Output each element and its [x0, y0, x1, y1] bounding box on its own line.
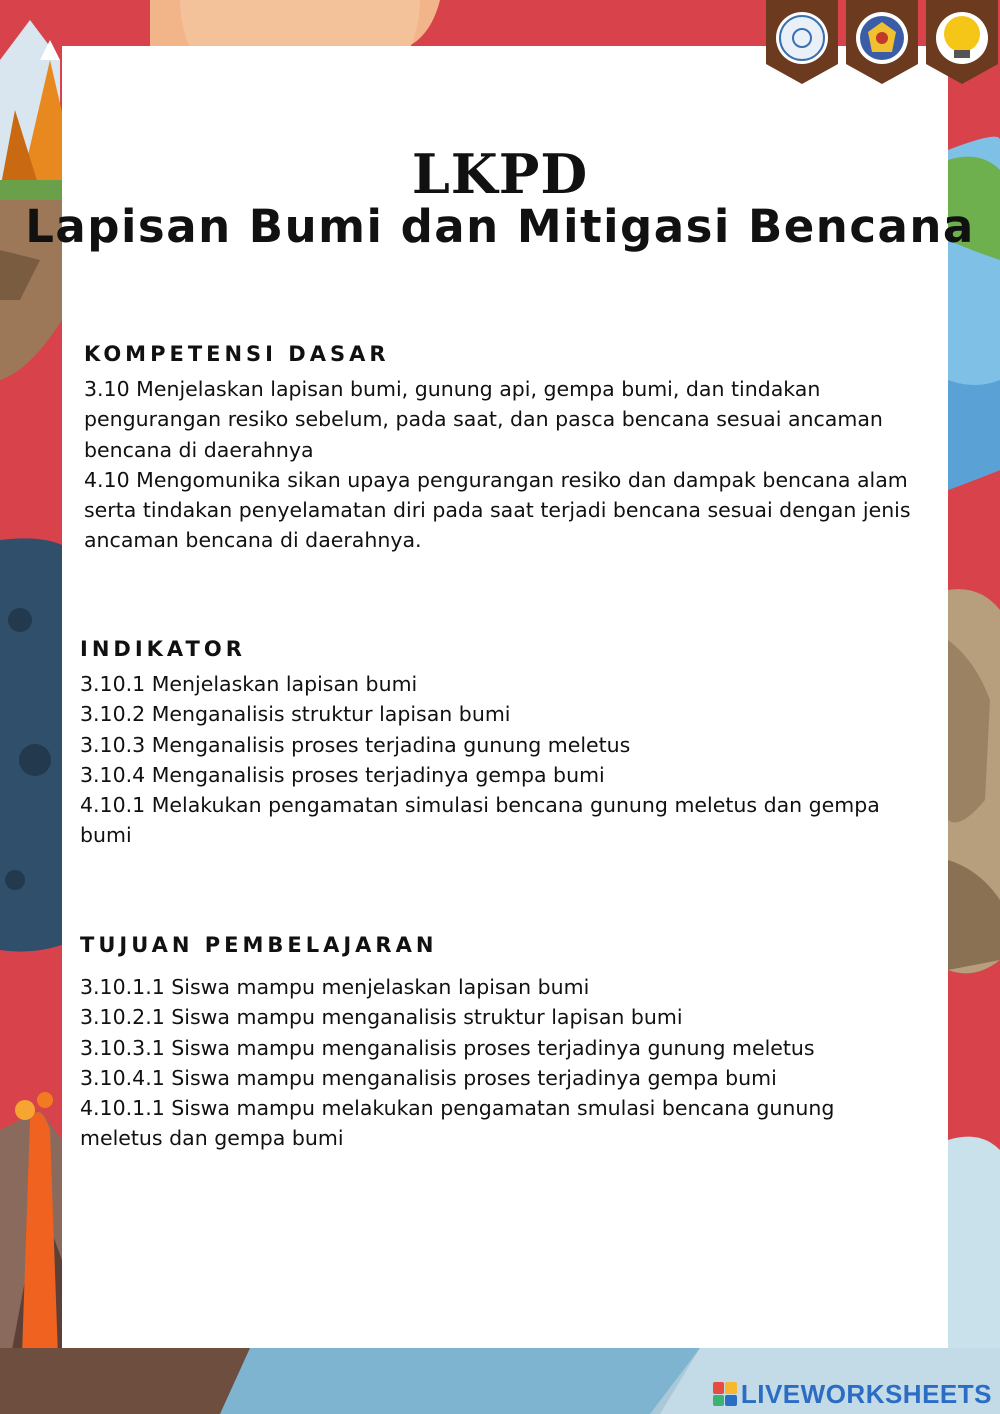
kompetensi-item: 4.10 Mengomunika sikan upaya pengurangan resiko dan dampak bencana alam serta tindakan penyelamatan diri pada saat terjadi bencana sesuai dengan jenis ancaman bencana di daerahnya. [84, 467, 911, 553]
indikator-item: 4.10.1 Melakukan pengamatan simulasi bencana gunung meletus dan gempa bumi [80, 793, 880, 848]
tujuan-item: 3.10.3.1 Siswa mampu menganalisis proses terjadinya gunung meletus [80, 1035, 815, 1060]
school-crest [846, 0, 918, 84]
kompetensi-item: 3.10 Menjelaskan lapisan bumi, gunung api, gempa bumi, dan tindakan pengurangan resiko sebelum, pada saat, dan pasca bencana sesuai ancaman bencana di daerahnya [84, 377, 883, 462]
tujuan-list [80, 972, 910, 1154]
kompetensi-list [84, 374, 924, 556]
indikator-heading: INDIKATOR [80, 637, 246, 661]
rock-illustration [948, 589, 1000, 973]
indikator-item: 3.10.4 Menganalisis proses terjadinya gempa bumi [80, 762, 605, 787]
university-logo [766, 0, 838, 84]
planet-illustration [0, 538, 62, 951]
tujuan-heading: TUJUAN PEMBELAJARAN [80, 933, 438, 957]
tujuan-item: 3.10.4.1 Siswa mampu menganalisis proses terjadinya gempa bumi [80, 1065, 777, 1090]
watermark-text: LIVEWORKSHEETS [740, 1378, 992, 1409]
tujuan-item: 3.10.1.1 Siswa mampu menjelaskan lapisan bumi [80, 975, 590, 999]
tujuan-item: 4.10.1.1 Siswa mampu melakukan pengamatan smulasi bencana gunung meletus dan gempa bumi [80, 1096, 835, 1151]
science-vlab-logo [926, 0, 998, 84]
liveworksheets-watermark [713, 1378, 992, 1410]
indikator-item: 3.10.2 Menganalisis struktur lapisan bumi [80, 702, 511, 727]
page-title: LKPD [411, 142, 589, 206]
indikator-item: 3.10.1 Menjelaskan lapisan bumi [80, 672, 418, 696]
indikator-item: 3.10.3 Menganalisis proses terjadina gunung meletus [80, 732, 631, 757]
indikator-list [80, 669, 880, 851]
page-subtitle: Lapisan Bumi dan Mitigasi Bencana [25, 200, 975, 253]
kompetensi-heading: KOMPETENSI DASAR [84, 342, 390, 366]
liveworksheets-logo-icon [713, 1382, 737, 1406]
tujuan-item: 3.10.2.1 Siswa mampu menganalisis struktur lapisan bumi [80, 1005, 683, 1030]
